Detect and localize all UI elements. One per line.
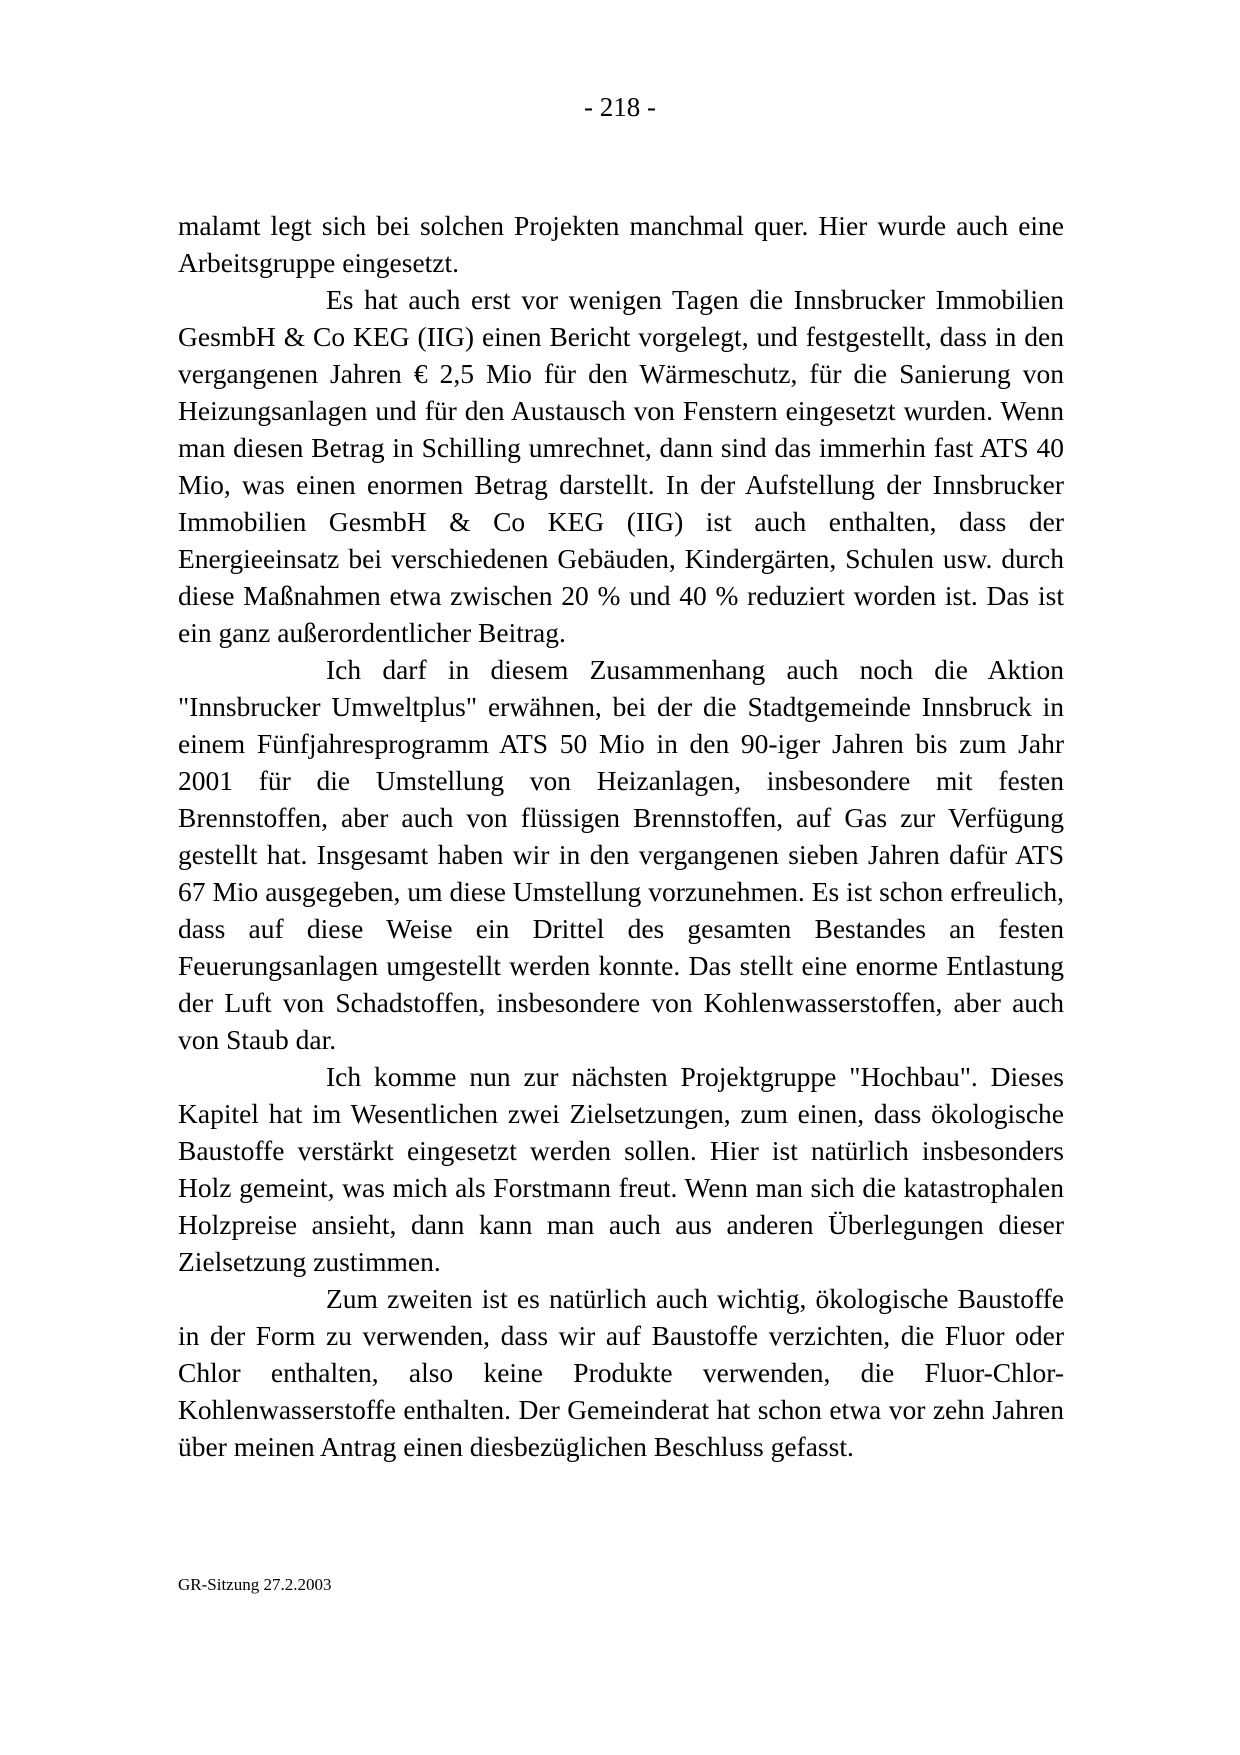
paragraph-hochbau: Ich komme nun zur nächsten Projektgruppe "Hochbau". Dieses Kapitel hat im Wesentlichen zwei Zielsetzungen, zum einen, dass ökologische Baustoffe verstärkt eingesetzt werden sollen. Hier ist natürlich insbesonders Holz gemeint, was mich als Forstmann freut. Wenn man sich die katastrophalen Holzpreise ansieht, dann kann man auch aus anderen Überlegungen dieser Zielsetzung zustimmen. (178, 1061, 1064, 1277)
paragraph-iig-report: Es hat auch erst vor wenigen Tagen die Innsbrucker Immobilien GesmbH & Co KEG (IIG) einen Bericht vorgelegt, und festgestellt, dass in den vergangenen Jahren € 2,5 Mio für den Wärmeschutz, für die Sanierung von Heizungsanlagen und für den Austausch von Fenstern eingesetzt wurden. Wenn man diesen Betrag in Schilling umrechnet, dann sind das immerhin fast ATS 40 Mio, was einen enormen Betrag darstellt. In der Aufstellung der Innsbrucker Immobilien GesmbH & Co KEG (IIG) ist auch enthalten, dass der Energieeinsatz bei verschiedenen Gebäuden, Kindergärten, Schulen usw. durch diese Maßnahmen etwa zwischen 20 % und 40 % reduziert worden ist. Das ist ein ganz außerordentlicher Beitrag. (178, 284, 1064, 648)
paragraph-baustoffe: Zum zweiten ist es natürlich auch wichtig, ökologische Baustoffe in der Form zu verwenden, dass wir auf Baustoffe verzichten, die Fluor oder Chlor enthalten, also keine Produkte verwenden, die Fluor-Chlor-Kohlenwasserstoffe enthalten. Der Gemeinderat hat schon etwa vor zehn Jahren über meinen Antrag einen diesbezüglichen Beschluss gefasst. (178, 1283, 1064, 1462)
body-text (178, 207, 1064, 1465)
footer-session-date: GR-Sitzung 27.2.2003 (178, 1575, 332, 1594)
page-number: - 218 - (584, 92, 656, 122)
paragraph-umweltplus: Ich darf in diesem Zusammenhang auch noch die Aktion "Innsbrucker Umweltplus" erwähnen, bei der die Stadtgemeinde Innsbruck in einem Fünfjahresprogramm ATS 50 Mio in den 90-iger Jahren bis zum Jahr 2001 für die Umstellung von Heizanlagen, insbesondere mit festen Brennstoffen, aber auch von flüssigen Brennstoffen, auf Gas zur Verfügung gestellt hat. Insgesamt haben wir in den vergangenen sieben Jahren dafür ATS 67 Mio ausgegeben, um diese Umstellung vorzunehmen. Es ist schon erfreulich, dass auf diese Weise ein Drittel des gesamten Bestandes an festen Feuerungsanlagen umgestellt werden konnte. Das stellt eine enorme Entlastung der Luft von Schadstoffen, insbesondere von Kohlenwasserstoffen, aber auch von Staub dar. (178, 654, 1064, 1055)
paragraph-continuation: malamt legt sich bei solchen Projekten manchmal quer. Hier wurde auch eine Arbeitsgruppe eingesetzt. (178, 210, 1064, 278)
